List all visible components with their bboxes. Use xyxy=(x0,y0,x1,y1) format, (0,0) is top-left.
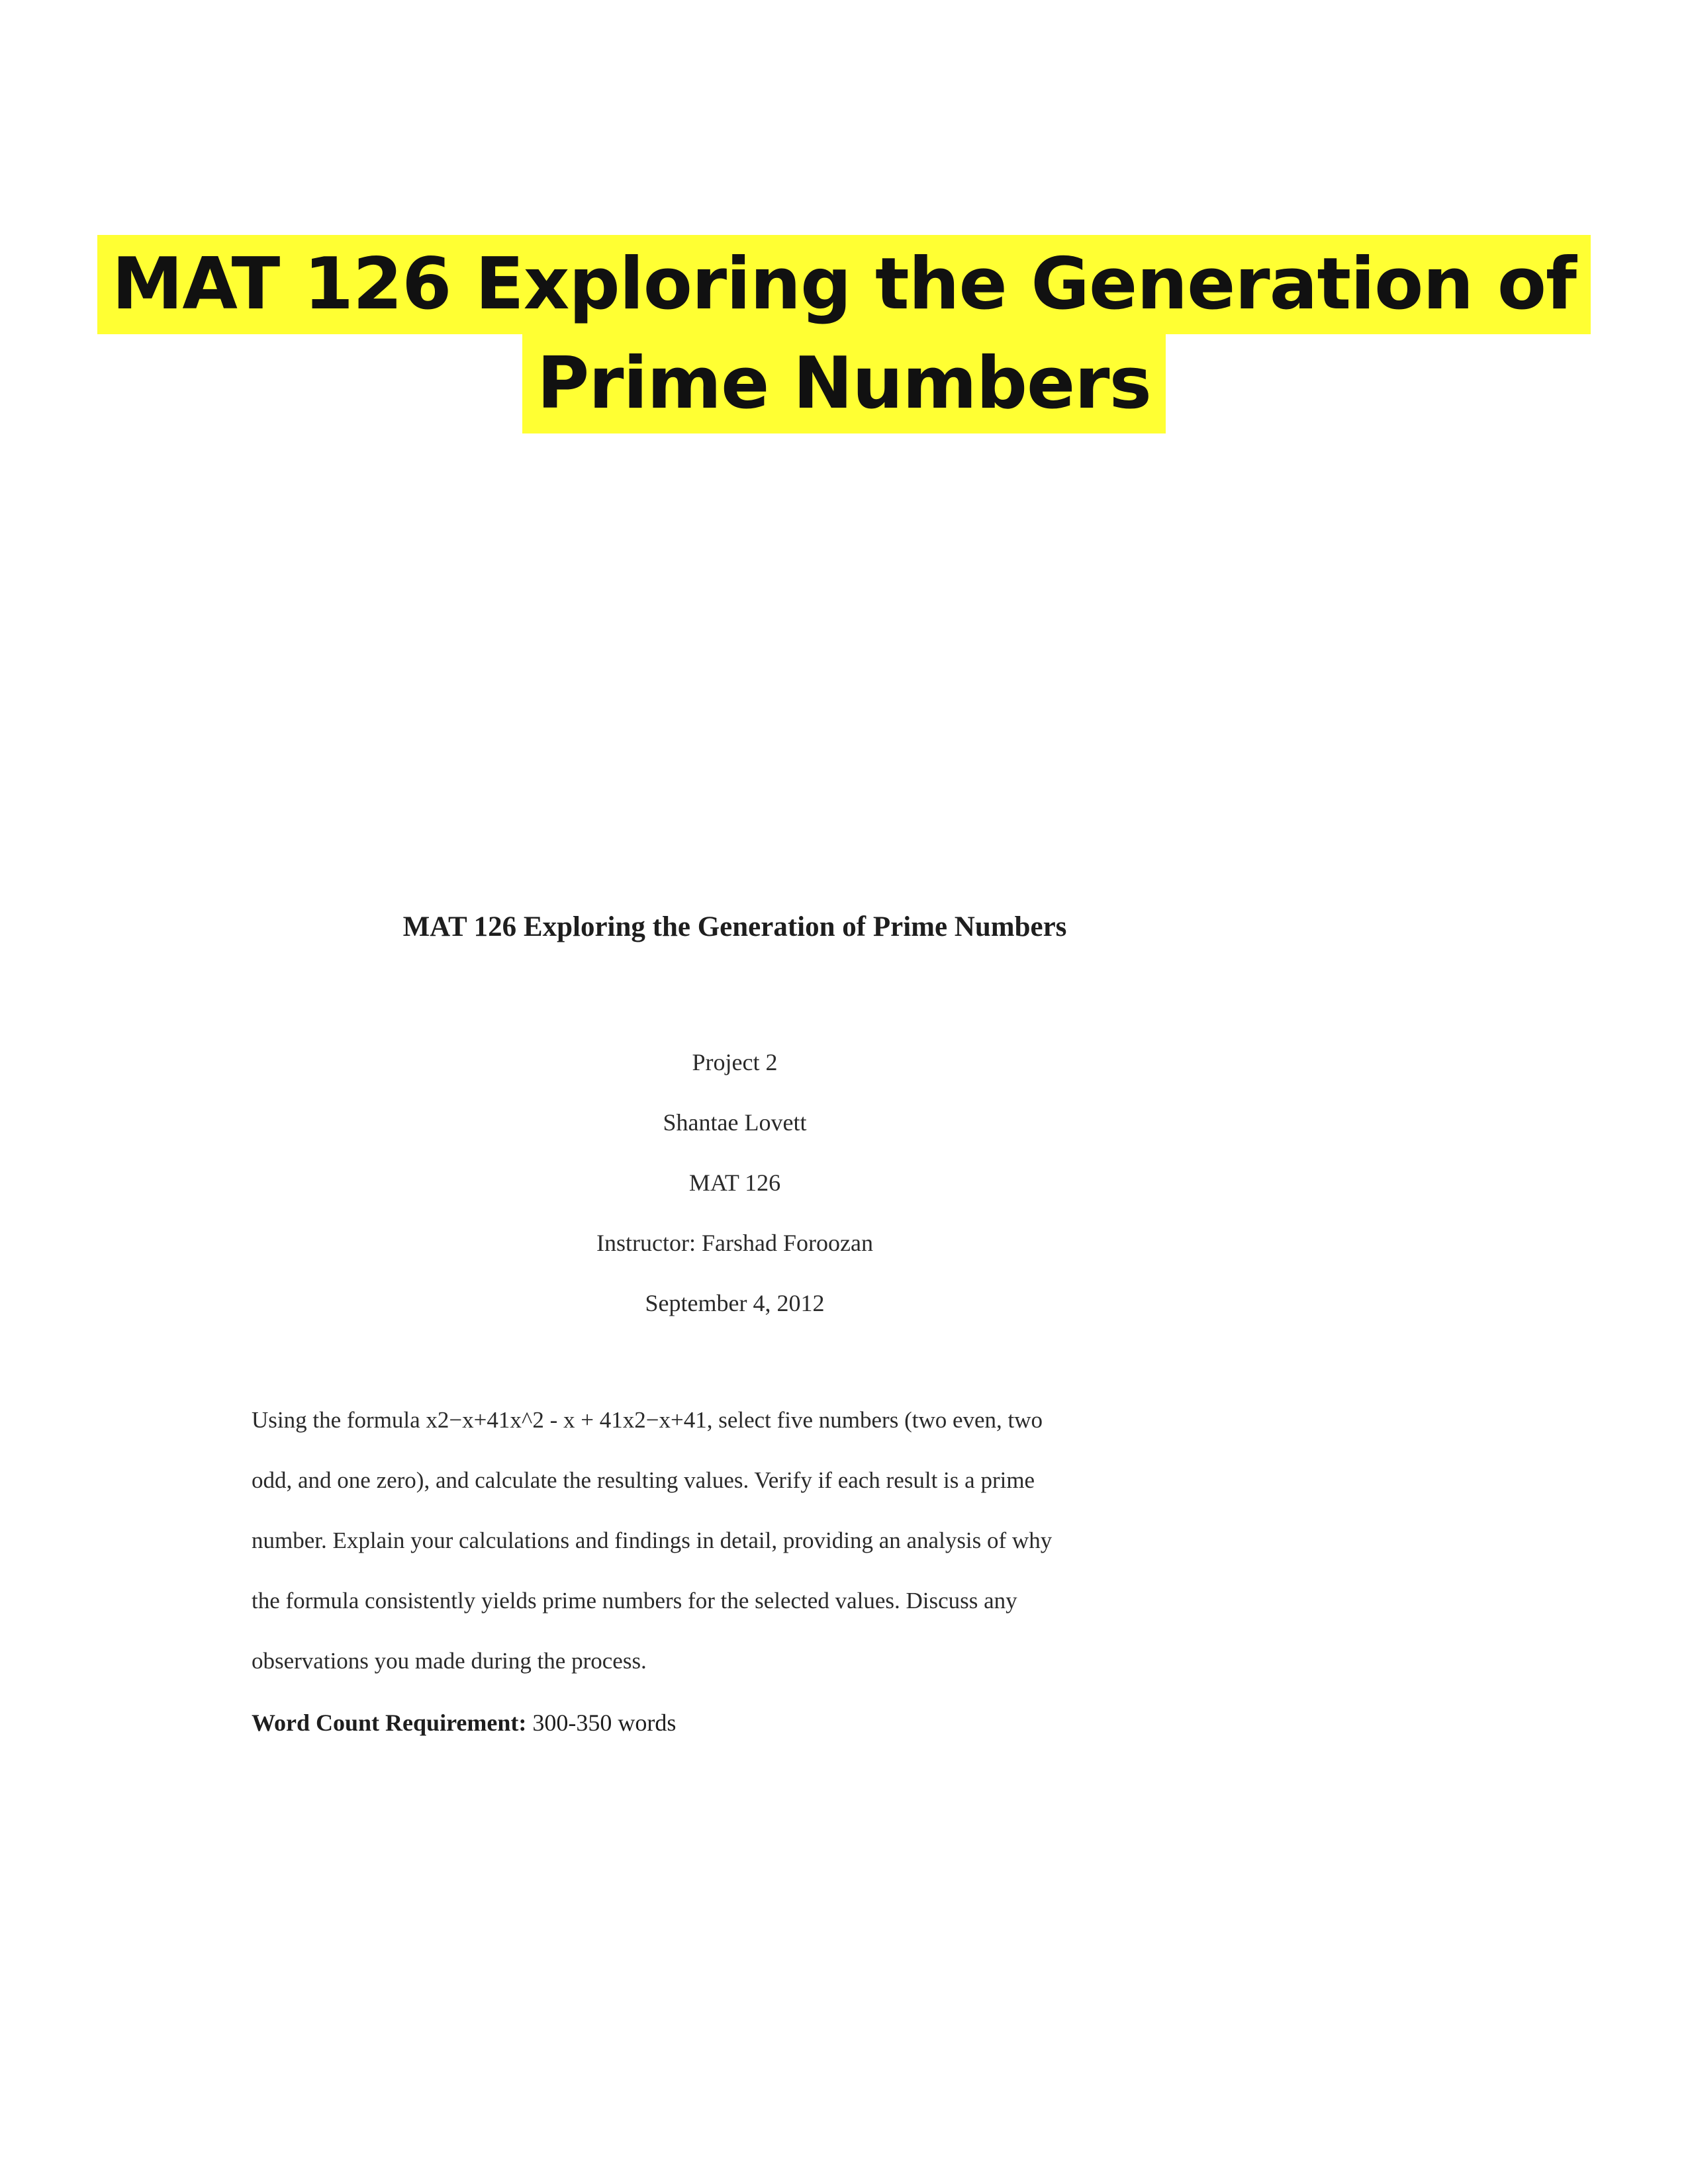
prompt-line: number. Explain your calculations and findings in detail, providing an analysis of why xyxy=(252,1527,1053,1553)
author-name: Shantae Lovett xyxy=(663,1109,807,1136)
title-banner xyxy=(0,235,1688,433)
prompt-line: odd, and one zero), and calculate the resulting values. Verify if each result is a prime xyxy=(252,1467,1035,1493)
word-count-value: 300-350 words xyxy=(532,1709,677,1736)
document-preview xyxy=(199,874,1271,1787)
course-code: MAT 126 xyxy=(688,1169,781,1196)
banner-title-line-1: MAT 126 Exploring the Generation of xyxy=(97,235,1591,334)
word-count-requirement xyxy=(252,1709,676,1737)
document-date: September 4, 2012 xyxy=(645,1290,825,1316)
prompt-line: observations you made during the process. xyxy=(252,1648,647,1674)
project-label: Project 2 xyxy=(692,1049,778,1075)
cover-block xyxy=(199,1032,1271,1334)
prompt-line: the formula consistently yields prime numbers for the selected values. Discuss any xyxy=(252,1588,1017,1614)
word-count-label: Word Count Requirement: xyxy=(252,1709,527,1736)
instructor-name: Instructor: Farshad Foroozan xyxy=(596,1230,873,1256)
assignment-prompt xyxy=(252,1390,1218,1691)
prompt-line: Using the formula x2−x+41x^2 - x + 41x2−x+41, select five numbers (two even, two xyxy=(252,1407,1043,1433)
document-title: MAT 126 Exploring the Generation of Prime Numbers xyxy=(402,911,1067,942)
banner-title-line-2: Prime Numbers xyxy=(522,334,1166,433)
